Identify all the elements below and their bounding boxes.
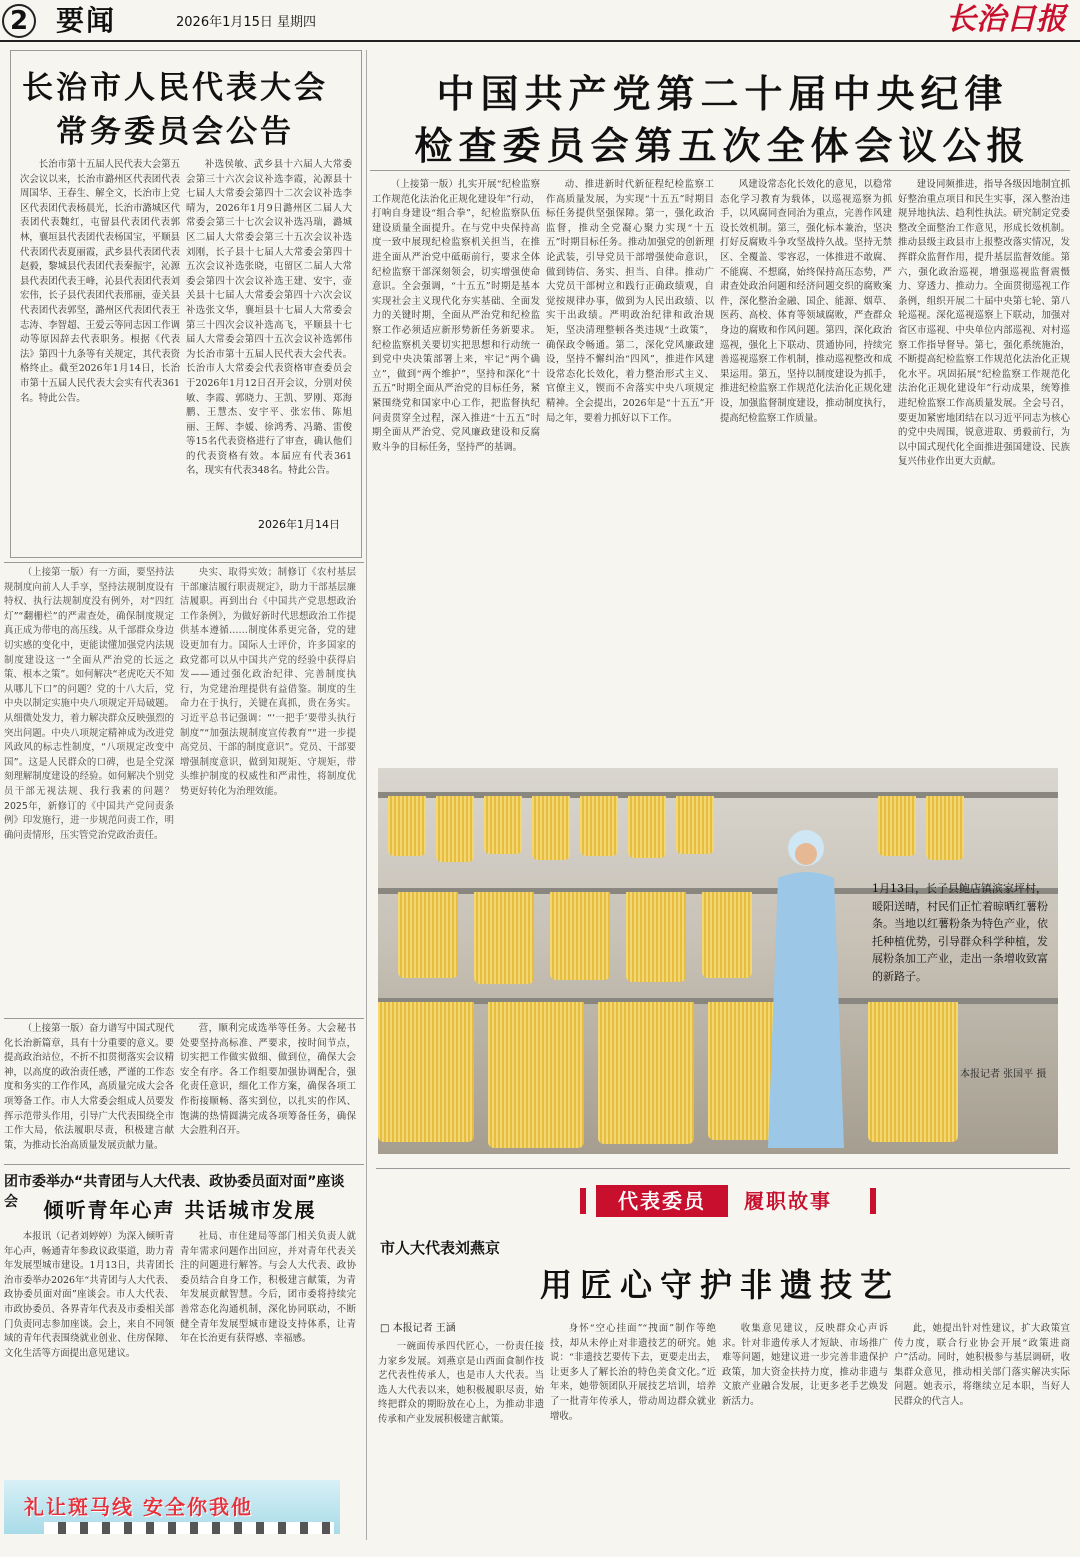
left-article-text-1: （上接第一版）有一方面，要坚持法规制度向前人人手享，坚持法规制度设有特权、执行法规制度没有例外，对“四红灯”“翻栅栏”的严肃查处，确保制度规定真正成为带电的高压线。从千部群众身边切实感的变化中，更能读懂加强党内法规制度建设这一“全面从严治党的长远之策、根本之策”。如何解决“老虎吃天不知从哪儿下口”的问题？党的十八大后，党中央以制定实施中央八项规定开局破题。从细微处发力，着力解决群众反映强烈的突出问题。中央八项规定精神成为改进党风政风的标志性制度，“八项规定改变中国”。这是人民群众的口碑，也是全党深刻理解制度建设的经验。如何解决个别党员干部无视法规、我行我素的问题？2025年，新修订的《中国共产党问责条例》印发施行，进一步规范问责工作，明确问责情形，压实管党治党政治责任。 (4, 567, 174, 841)
profile-column-2 (550, 1322, 716, 1550)
announcement-text-2: 补选侯敏、武乡县十六届人大常委会第三十六次会议补选李霞，沁源县十七届人大常委会第四十二次会议补选李晴为，2026年1月9日潞州区二届人大常委会第三十七次会议补选冯瑞，潞城区二届人大常委会第三十五次会议补选刘刚，长子县十七届人大常委会第四十五次会议补选张晓，屯留区二届人大常委会第四十次会议补选王建、安宇，壶关县十七届人大常委会第四十六次会议补选张文华，襄垣县十七届人大常委会第三十四次会议补选高飞，平顺县十七届人大常委会第四十五次会议补选郭伟为长治市第十五届人民代表大会代表。长治市人大常委会代表资格审查委员会于2026年1月12日召开会议，分别对侯敏、李霞、郭晓力、王凯、罗刚、郑海鹏、王慧杰、安宇平、张宏伟、陈旭丽、王辉、李媛、徐鸿秀、冯璐、雷俊等15名代表资格进行了审查，确认他们的代表资格有效。本届应有代表361名，现实有代表348名。特此公告。 (186, 159, 352, 477)
main-headline (375, 68, 1070, 172)
photo-credit: 本报记者 张国平 摄 (960, 1069, 1047, 1080)
noodle-bundle (598, 1002, 694, 1144)
section-rule (4, 1164, 364, 1165)
profile-column-3 (722, 1322, 888, 1550)
left-article-text-2: 央实、取得实效；制修订《农村基层干部廉洁履行职责规定》，助力干部基层廉洁履职。再到出台《中国共产党思想政治工作条例》，为做好新时代思想政治工作提供基本遵循……制度体系更完备，党的建设更加有力。国际人士评价，许多国家的政党都可以从中国共产党的经验中获得启发——通过强化政治纪律、完善制度执行，为党建治理提供有益借鉴。制度的生命力在于执行，关键在真抓，贵在务实。习近平总书记强调：“‘一把手’要带头执行制度”“加强法规制度宣传教育”“进一步提高党员、干部的制度意识”。党员、干部要增强制度意识，做到知规矩、守规矩，带头维护制度的权威性和严肃性，将制度优势更好转化为治理效能。 (180, 567, 356, 797)
noodle-bundle (474, 892, 534, 984)
noodle-bundle (878, 796, 916, 856)
noodle-bundle (926, 796, 964, 860)
forum-headline: 倾听青年心声 共话城市发展 (43, 1198, 317, 1222)
lower-article-text-2: 营，顺利完成选举等任务。大会秘书处要坚持高标准、严要求，按时间节点，切实把工作做实做细、做到位，确保大会安全有序。各工作组要加强协调配合，强化责任意识，细化工作方案，确保各项工作衔接顺畅、落实到位，以扎实的作风、饱满的热情圆满完成各项筹备任务，确保大会胜利召开。 (180, 1023, 356, 1137)
noodle-bundle (436, 796, 474, 862)
noodle-bundle (388, 796, 426, 856)
photo-caption: 1月13日，长子县鲍店镇滨家坪村，暖阳送晴，村民们正忙着晾晒红薯粉条。当地以红薯粉条为特色产业，依托种植优势，引导群众科学种植，发展粉条加工产业，走出一条增收致富的新路子。 (872, 882, 1048, 983)
column-divider (366, 50, 367, 1540)
badge-bar (580, 1188, 586, 1214)
announcement-date: 2026年1月14日 (258, 518, 340, 531)
noodle-bundle (398, 892, 458, 978)
noodle-bundle (488, 1002, 584, 1148)
forum-kicker: 团市委举办“共青团与人大代表、政协委员面对面”座谈会 (4, 1174, 345, 1210)
section-rule (4, 562, 364, 563)
profile-text-2: 身怀“空心挂面”“拽面”制作等绝技，却从未停止对非遗技艺的研究。她说：“非遗技艺要传下去，更要走出去，让更多人了解长治的特色美食文化。”近年来，她带领团队开展技艺培训，培养了一批青年传承人，带动周边群众就业增收。 (550, 1323, 716, 1422)
dateline: 2026年1月15日 星期四 (176, 15, 317, 30)
banner-text: 礼让斑马线 安全你我他 (24, 1495, 253, 1519)
forum-text-2: 社局、市住建局等部门相关负责人就青年需求问题作出回应，并对青年代表关注的问题进行解答。与会人大代表、政协委员结合自身工作，积极建言献策，为青年发展贡献智慧。今后，团市委将持续完善常态化沟通机制，深化协同联动，不断健全青年发展型城市建设支持体系，让青年在长治更有获得感、幸福感。 (180, 1231, 356, 1345)
section-rule (376, 1168, 1070, 1169)
masthead (0, 0, 1080, 42)
profile-column-4 (894, 1322, 1070, 1550)
announcement-text-1: 长治市第十五届人民代表大会第五次会议以来，长治市潞州区代表团代表周国华、王春生、解全文，长治市上党区代表团代表杨晨光，长治市潞城区代表团代表魏红，屯留县代表团代表郭林，襄垣县代表团代表杨国宝，平顺县代表团代表夏丽霞，武乡县代表团代表赵毅，黎城县代表团代表秦振宇，沁源县代表团代表王峰，沁县代表团代表刘宏伟，长子县代表团代表邢丽，壶关县代表团代表郭坚，潞州区代表团代表王志涛、李智超、王爱云等同志因工作调动等原因辞去代表职务。根据《代表法》第四十九条等有关规定，其代表资格终止。截至2026年1月14日，长治市第十五届人民代表大会实有代表361名。特此公告。 (20, 159, 180, 404)
profile-text-3: 收集意见建议，反映群众心声诉求。针对非遗传承人才短缺、市场推广难等问题，她建议进一步完善非遗保护政策，加大资金扶持力度，推动非遗与文旅产业融合发展，让更多老手艺焕发新活力。 (722, 1323, 888, 1407)
left-article-column-1 (4, 566, 174, 1012)
main-headline-line2: 检查委员会第五次全体会议公报 (414, 123, 1031, 168)
main-headline-line1: 中国共产党第二十届中央纪律 (436, 71, 1009, 116)
profile-text-4: 此，她提出针对性建议，扩大政策宣传力度，联合行业协会开展“政策进商户”活动。同时，她积极参与基层调研，收集群众意见，推动相关部门落实解决实际问题。她表示，将继续立足本职，当好人民群众的代言人。 (894, 1323, 1070, 1407)
profile-headline: 用匠心守护非遗技艺 (539, 1266, 900, 1304)
profile-text-1: 一碗面传承四代匠心，一份责任接力家乡发展。刘燕京是山西面食制作技艺代表性传承人，也是市人大代表。当选人大代表以来，她积极履职尽责，始终把群众的期盼放在心上，为推动非遗传承和产业发展积极建言献策。 (378, 1341, 544, 1425)
column-badge-label: 代表委员 (596, 1185, 728, 1217)
announcement-title (10, 66, 340, 154)
noodle-bundle (626, 892, 686, 982)
zebra-crossing-graphic (44, 1522, 334, 1534)
noodle-bundle (628, 796, 666, 858)
noodle-bundle (550, 892, 610, 980)
section-rule (4, 1018, 364, 1019)
noodle-bundle (484, 796, 522, 854)
page-number: 2 (2, 4, 36, 38)
main-article-text-1: （上接第一版）扎实开展“纪检监察工作规范化法治化正规化建设年”行动，打响自身建设“组合拳”，纪检监察队伍建设质量全面提升。在与党中央保持高度一致中展现纪检监察机关担当，在推进全面从严治党中砥砺前行，要求全体纪检监察干部深刻领会，切实增强使命意识。全会强调，“十五五”时期是基本实现社会主义现代化夯实基础、全面发力的关键时期，全面从严治党和纪检监察工作必须适应新形势新任务新要求。纪检监察机关要切实把思想和行动统一到党中央决策部署上来，牢记“两个确立”，做到“两个维护”，坚持和深化“十五五”时期全面从严治党的目标任务，紧紧围绕党和国家中心工作，把监督执纪问责贯穿全过程，深入推进“十五五”时期全面从严治党、党风廉政建设和反腐败斗争的目标任务，坚持严的基调。 (372, 179, 540, 453)
worker-figure (760, 818, 850, 1154)
section-title: 要闻 (56, 4, 117, 37)
badge-bar (870, 1188, 876, 1214)
announcement-column-2 (186, 158, 352, 514)
profile-byline: □ 本报记者 王涵 (380, 1323, 456, 1334)
forum-text-1: 本报讯（记者刘婷婷）为深入倾听青年心声，畅通青年参政议政渠道，助力青年发展型城市建设。1月13日，共青团长治市委举办2026年“共青团与人大代表、政协委员面对面”座谈会。市人大代表、市政协委员、各界青年代表及市委相关部门负责同志参加座谈。会上，来自不同领域的青年代表围绕就业创业、住房保障、文化生活等方面提出意见建议。 (4, 1231, 174, 1359)
main-article-column-2 (546, 178, 714, 760)
column-badge-text: 履职故事 (744, 1189, 832, 1213)
noodle-bundle (532, 796, 570, 860)
noodle-bundle (676, 796, 714, 854)
newspaper-logo: 长治日报 (946, 2, 1066, 37)
forum-column-2 (180, 1230, 356, 1474)
lower-article-text-1: （上接第一版）奋力谱写中国式现代化长治新篇章，具有十分重要的意义。要提高政治站位，不折不扣贯彻落实会议精神，以高度的政治责任感，严谨的工作态度和务实的工作作风，高质量完成大会各项筹备工作。市人大常委会组成人员要发挥示范带头作用，引导广大代表围绕全市工作大局，依法履职尽责，积极建言献策，为推动长治高质量发展贡献力量。 (4, 1023, 174, 1151)
traffic-safety-banner (4, 1480, 340, 1534)
noodle-bundle (580, 796, 618, 856)
noodle-bundle (868, 1002, 958, 1142)
forum-column-1 (4, 1230, 174, 1474)
announcement-column-1 (20, 158, 180, 530)
main-article-text-2: 动、推进新时代新征程纪检监察工作高质量发展，为实现“十五五”时期目标任务提供坚强保障。第一，强化政治监督，推动全党凝心聚力实现“十五五”时期目标任务。推动加强党的创新理论武装，引导党员干部增强使命意识，做到铸信、务实、担当、自律。推动广大党员干部树立和践行正确政绩观，自觉按规律办事，做到为人民出政绩、以实干出政绩。严明政治纪律和政治规矩，坚决清理整顿各类违规“土政策”，确保政令畅通。第二，深化党风廉政建设，坚持不懈纠治“四风”，推进作风建设常态化长效化，着力整治形式主义、官僚主义，锲而不舍落实中央八项规定精神。全会提出，2026年是“十五五”开局之年，要着力抓好以下工作。 (546, 179, 714, 424)
main-article-column-3 (720, 178, 892, 760)
main-article-text-3: 风建设常态化长效化的意见，以稳常态化学习教育为载体，以巡视巡察为抓手，以风腐同查同治为重点，完善作风建设长效机制。第三，强化标本兼治，坚决打好反腐败斗争攻坚战持久战。坚持无禁区、全覆盖、零容忍，一体推进不敢腐、不能腐、不想腐，始终保持高压态势，严肃查处政治问题和经济问题交织的腐败案件，深化整治金融、国企、能源、烟草、医药、高校、体育等领域腐败，严查群众身边的腐败和作风问题。第四，深化政治巡视，强化上下联动、贯通协同，持续完善巡视巡察工作机制，推动巡视整改和成果运用。第五，坚持以制度建设为抓手，推进纪检监察工作规范化法治化正规化建设，加强监督制度建设，推动制度执行，提高纪检监察工作质量。 (720, 179, 892, 424)
main-article-text-4: 建设同频推进，指导各级因地制宜抓好整治重点项目和民生实事，深入整治违规异地执法、趋利性执法。研究制定党委整改全面整治工作意见，形成长效机制。推动县级主政县市上报整改落实情况，发挥群众监督作用，提升基层监督效能。第六，强化政治巡视，增强巡视监督震慑力、穿透力、推动力。全面贯彻巡视工作条例，组织开展二十届中央第七轮、第八轮巡视。深化巡视巡察上下联动，加强对省区市巡视、中央单位内部巡视、对村巡察工作指导督导。第七，强化系统施治，不断提高纪检监察工作规范化法治化正规化水平。巩固拓展“纪检监察工作规范化法治化正规化建设年”行动成果，统筹推进纪检监察工作高质量发展。全会号召，要更加紧密地团结在以习近平同志为核心的党中央周围，锐意进取、勇毅前行，为以中国式现代化全面推进强国建设、民族复兴伟业作出更大贡献。 (898, 179, 1070, 468)
profile-kicker: 市人大代表刘燕京 (380, 1239, 501, 1257)
noodle-bundle (378, 1002, 474, 1142)
lower-article-column-1 (4, 1022, 174, 1158)
left-article-column-2 (180, 566, 356, 1012)
headline-rule (370, 170, 1070, 171)
announcement-title-line2: 常务委员会公告 (56, 114, 294, 150)
announcement-title-line1: 长治市人民代表大会 (22, 70, 328, 106)
main-article-column-1 (372, 178, 540, 760)
profile-column-1 (378, 1340, 544, 1550)
noodle-bundle (702, 892, 752, 978)
lower-article-column-2 (180, 1022, 356, 1158)
